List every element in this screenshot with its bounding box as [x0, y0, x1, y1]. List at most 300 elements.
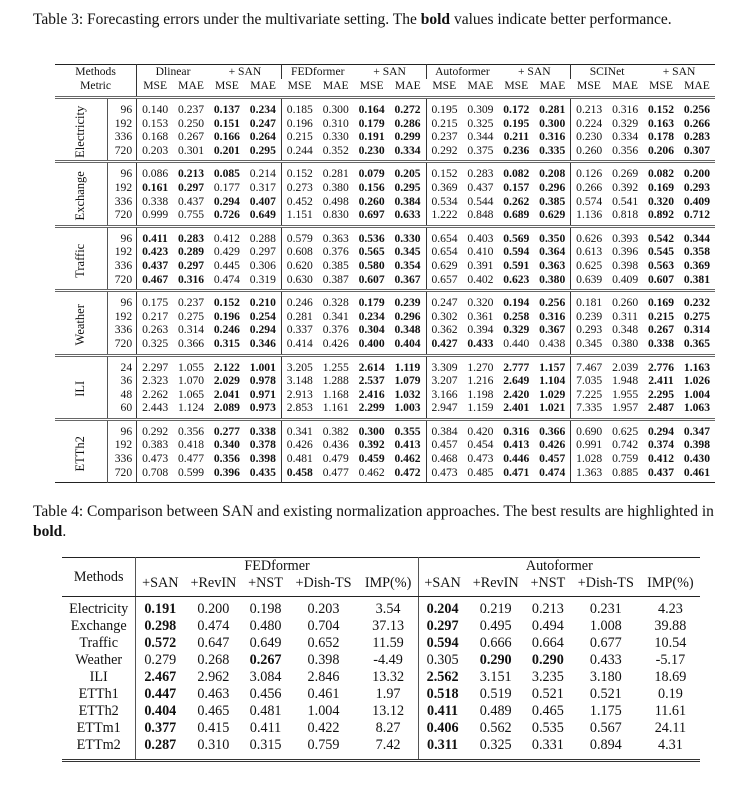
- dataset-name: ETTh2: [78, 703, 119, 719]
- table-row: [55, 245, 715, 259]
- value-cell: 0.196: [213, 309, 240, 323]
- metric-header: MSE: [359, 79, 384, 92]
- value-cell: 0.894: [589, 737, 622, 753]
- value-cell: 11.61: [654, 703, 687, 719]
- value-cell: 0.205: [394, 167, 421, 181]
- header-row-metrics: [55, 79, 715, 98]
- value-cell: 0.211: [503, 130, 530, 144]
- table-row: [55, 181, 715, 195]
- horizon-cell: 720: [114, 336, 133, 350]
- value-cell: 24.11: [654, 720, 687, 736]
- value-cell: 0.413: [503, 438, 530, 452]
- value-cell: 2.416: [358, 387, 385, 401]
- dataset-label: [55, 162, 108, 226]
- value-cell: 0.195: [503, 116, 530, 130]
- table-row: [55, 452, 715, 466]
- value-cell: 0.427: [426, 337, 462, 355]
- value-cell: 0.267: [178, 130, 205, 144]
- value-cell: 3.207: [426, 374, 462, 388]
- table-row: [62, 669, 700, 686]
- dataset-name: Traffic: [73, 243, 88, 278]
- value-cell: 0.462: [358, 465, 385, 479]
- value-cell: 0.299: [394, 130, 421, 144]
- table-row: [55, 323, 715, 337]
- model-header: + SAN: [228, 65, 262, 78]
- value-cell: 4.31: [657, 737, 683, 753]
- dataset-name: ETTh1: [78, 686, 119, 702]
- value-cell: 0.298: [136, 618, 184, 635]
- value-cell: 1.175: [589, 703, 622, 719]
- caption-text: .: [62, 523, 67, 540]
- value-cell: 2.299: [358, 401, 385, 415]
- dataset-name: ILI: [89, 669, 108, 685]
- dataset-label: [55, 355, 108, 419]
- value-cell: 0.210: [249, 296, 276, 310]
- value-cell: 0.384: [426, 419, 462, 438]
- value-cell: 0.366: [539, 424, 566, 438]
- horizon-cell: 720: [114, 143, 133, 157]
- value-cell: 0.316: [539, 309, 566, 323]
- value-cell: 3.180: [589, 669, 622, 685]
- value-cell: 0.231: [589, 601, 622, 617]
- value-cell: 0.361: [467, 309, 494, 323]
- value-cell: 0.195: [426, 98, 462, 117]
- value-cell: 1.288: [322, 374, 349, 388]
- table-row: [62, 720, 700, 737]
- header-row-columns: [62, 575, 700, 597]
- value-cell: 0.311: [418, 737, 466, 761]
- value-cell: 0.325: [137, 337, 173, 355]
- table-row: [55, 438, 715, 452]
- value-cell: 0.208: [539, 167, 566, 181]
- table3-forecasting-errors: [55, 64, 715, 483]
- value-cell: 0.356: [178, 424, 205, 438]
- value-cell: 0.293: [683, 180, 710, 194]
- value-cell: 11.59: [372, 635, 404, 651]
- value-cell: 0.567: [589, 720, 622, 736]
- value-cell: 0.264: [249, 130, 276, 144]
- value-cell: 0.410: [467, 245, 494, 259]
- value-cell: 0.356: [213, 452, 240, 466]
- dataset-label: [55, 291, 108, 355]
- value-cell: 1.028: [571, 452, 607, 466]
- value-cell: -5.17: [655, 652, 686, 668]
- value-cell: 0.755: [178, 208, 205, 222]
- value-cell: 0.387: [322, 272, 349, 286]
- value-cell: 0.367: [394, 272, 421, 286]
- column-header: IMP(%): [358, 575, 418, 597]
- value-cell: 0.237: [426, 130, 462, 144]
- value-cell: 0.263: [137, 323, 173, 337]
- value-cell: 0.412: [647, 452, 675, 466]
- dataset-name: Electricity: [73, 105, 88, 158]
- metric-label: Metric: [55, 79, 137, 98]
- caption-bold-word: bold: [420, 11, 451, 28]
- column-header: IMP(%): [641, 575, 700, 597]
- value-cell: 0.334: [612, 130, 639, 144]
- value-cell: 2.041: [213, 387, 240, 401]
- value-cell: 0.654: [426, 226, 462, 245]
- value-cell: 0.534: [426, 195, 462, 209]
- value-cell: 0.185: [281, 98, 317, 117]
- value-cell: 0.519: [479, 686, 512, 702]
- value-cell: 0.152: [213, 296, 240, 310]
- value-cell: 0.461: [307, 686, 340, 702]
- value-cell: 0.213: [178, 167, 205, 181]
- value-cell: 0.426: [539, 438, 566, 452]
- value-cell: 0.536: [358, 231, 385, 245]
- value-cell: 0.569: [503, 231, 530, 245]
- value-cell: 0.194: [503, 296, 530, 310]
- value-cell: 0.082: [647, 167, 675, 181]
- value-cell: 0.317: [249, 180, 276, 194]
- value-cell: 0.607: [647, 272, 675, 286]
- value-cell: 0.541: [612, 194, 639, 208]
- table-row: [62, 618, 700, 635]
- value-cell: 0.594: [503, 245, 530, 259]
- value-cell: 0.352: [322, 143, 349, 157]
- value-cell: 0.232: [683, 296, 710, 310]
- value-cell: 0.437: [137, 259, 173, 273]
- value-cell: 0.254: [249, 309, 276, 323]
- value-cell: 0.848: [467, 208, 494, 222]
- horizon-cell: 336: [114, 323, 133, 337]
- value-cell: 0.494: [531, 618, 564, 634]
- value-cell: 13.32: [372, 669, 405, 685]
- value-cell: 1.255: [322, 360, 349, 374]
- value-cell: 0.268: [197, 652, 230, 668]
- column-header: +Dish-TS: [571, 575, 641, 597]
- horizon-cell: 96: [120, 424, 133, 438]
- value-cell: 0.168: [137, 130, 173, 144]
- value-cell: 7.225: [571, 388, 607, 402]
- value-cell: 1.029: [539, 387, 566, 401]
- value-cell: 0.316: [503, 424, 530, 438]
- value-cell: 0.338: [137, 195, 173, 209]
- value-cell: 0.413: [394, 438, 421, 452]
- value-cell: 0.474: [213, 272, 240, 286]
- value-cell: 0.126: [571, 162, 607, 181]
- value-cell: 0.215: [647, 309, 675, 323]
- value-cell: 0.433: [589, 652, 622, 668]
- table-row: [55, 259, 715, 273]
- value-cell: 0.599: [178, 465, 205, 479]
- table4-caption: [33, 502, 723, 542]
- value-cell: 0.297: [178, 258, 205, 272]
- value-cell: 0.250: [178, 116, 205, 130]
- value-cell: 0.418: [178, 438, 205, 452]
- value-cell: 0.203: [307, 601, 340, 617]
- value-cell: 2.562: [418, 669, 466, 686]
- value-cell: 0.269: [612, 167, 639, 181]
- value-cell: -4.49: [373, 652, 403, 668]
- value-cell: 0.295: [394, 180, 421, 194]
- value-cell: 2.295: [647, 387, 675, 401]
- table-row: [55, 195, 715, 209]
- horizon-cell: 336: [114, 194, 133, 208]
- value-cell: 0.495: [479, 618, 512, 634]
- value-cell: 0.300: [322, 103, 349, 116]
- value-cell: 0.422: [307, 720, 340, 736]
- model-header: Autoformer: [418, 558, 700, 576]
- value-cell: 3.151: [479, 669, 512, 685]
- value-cell: 10.54: [654, 635, 687, 651]
- value-cell: 0.307: [683, 143, 710, 157]
- value-cell: 2.913: [281, 388, 317, 402]
- value-cell: 0.563: [647, 258, 675, 272]
- value-cell: 0.991: [571, 438, 607, 452]
- metric-header: MSE: [143, 79, 168, 92]
- horizon-cell: 192: [114, 116, 133, 130]
- value-cell: 0.234: [358, 309, 385, 323]
- horizon-cell: 96: [120, 103, 133, 116]
- value-cell: 0.347: [683, 424, 710, 438]
- value-cell: 0.288: [249, 231, 276, 245]
- dataset-name: Exchange: [70, 618, 127, 634]
- metric-header: MAE: [467, 79, 494, 92]
- value-cell: 1.222: [426, 208, 462, 226]
- table-row: [62, 737, 700, 761]
- value-cell: 0.206: [647, 143, 675, 157]
- value-cell: 0.363: [322, 231, 349, 245]
- value-cell: 0.473: [137, 452, 173, 466]
- value-cell: 0.325: [467, 116, 494, 130]
- value-cell: 0.335: [539, 143, 566, 157]
- value-cell: 0.328: [322, 296, 349, 310]
- value-cell: 0.649: [249, 208, 276, 222]
- value-cell: 0.411: [249, 720, 282, 736]
- metric-header: MAE: [539, 79, 566, 92]
- value-cell: 0.489: [479, 703, 512, 719]
- value-cell: 0.477: [322, 465, 349, 479]
- dataset-label: [55, 98, 108, 162]
- value-cell: 0.237: [178, 296, 205, 310]
- model-header: SCINet: [571, 65, 643, 80]
- value-cell: 0.260: [358, 194, 385, 208]
- value-cell: 0.392: [358, 438, 385, 452]
- value-cell: 0.365: [683, 336, 710, 350]
- dataset-name: Weather: [75, 652, 123, 668]
- value-cell: 0.620: [281, 259, 317, 273]
- dataset-name: Electricity: [69, 601, 129, 617]
- value-cell: 0.463: [197, 686, 230, 702]
- value-cell: 0.409: [612, 272, 639, 286]
- value-cell: 1.151: [281, 208, 317, 226]
- value-cell: 0.217: [137, 310, 173, 324]
- value-cell: 1.104: [539, 374, 566, 388]
- table-row: [55, 162, 715, 181]
- header-row-models: [55, 65, 715, 80]
- metric-header: MAE: [178, 79, 204, 92]
- value-cell: 0.295: [249, 143, 276, 157]
- value-cell: 1.065: [178, 387, 205, 401]
- value-cell: 0.236: [503, 143, 530, 157]
- value-cell: 1.198: [467, 387, 494, 401]
- value-cell: 0.348: [394, 323, 421, 337]
- dataset-name: ETTm1: [76, 720, 121, 736]
- table-row: [55, 310, 715, 324]
- value-cell: 0.440: [503, 336, 530, 350]
- value-cell: 0.518: [418, 686, 466, 703]
- value-cell: 0.338: [647, 336, 675, 350]
- value-cell: 0.315: [213, 336, 240, 350]
- metric-header: MAE: [684, 79, 710, 92]
- value-cell: 2.122: [213, 360, 240, 374]
- value-cell: 0.677: [589, 635, 622, 651]
- value-cell: 0.445: [213, 258, 240, 272]
- value-cell: 0.085: [213, 167, 240, 181]
- horizon-cell: 192: [114, 180, 133, 194]
- metric-header: MSE: [577, 79, 601, 92]
- table-row: [55, 144, 715, 162]
- value-cell: 0.294: [249, 323, 276, 337]
- value-cell: 0.647: [197, 635, 230, 651]
- value-cell: 1.168: [322, 387, 349, 401]
- value-cell: 2.614: [358, 360, 385, 374]
- value-cell: 0.664: [531, 635, 564, 651]
- value-cell: 3.166: [426, 388, 462, 402]
- horizon-cell: 192: [114, 438, 133, 452]
- value-cell: 0.219: [479, 601, 512, 617]
- value-cell: 0.383: [137, 438, 173, 452]
- value-cell: 1.032: [394, 387, 421, 401]
- value-cell: 0.200: [683, 167, 710, 181]
- value-cell: 0.169: [647, 180, 675, 194]
- value-cell: 0.292: [137, 419, 173, 438]
- value-cell: 0.498: [322, 194, 349, 208]
- value-cell: 0.331: [531, 737, 564, 753]
- table-row: [55, 130, 715, 144]
- value-cell: 0.290: [531, 652, 564, 668]
- value-cell: 0.369: [683, 258, 710, 272]
- value-cell: 37.13: [372, 618, 405, 634]
- value-cell: 0.345: [571, 337, 607, 355]
- value-cell: 0.329: [612, 116, 639, 130]
- value-cell: 0.704: [307, 618, 340, 634]
- value-cell: 0.334: [394, 143, 421, 157]
- value-cell: 0.544: [467, 194, 494, 208]
- value-cell: 0.230: [358, 143, 385, 157]
- value-cell: 0.358: [683, 245, 710, 259]
- value-cell: 0.260: [612, 296, 639, 310]
- value-cell: 0.654: [426, 245, 462, 259]
- value-cell: 3.309: [426, 355, 462, 374]
- value-cell: 2.776: [647, 360, 675, 374]
- value-cell: 0.535: [531, 720, 564, 736]
- table3-caption: [33, 10, 723, 30]
- value-cell: 0.311: [612, 309, 638, 323]
- value-cell: 2.039: [612, 360, 639, 374]
- value-cell: 0.204: [418, 597, 466, 619]
- value-cell: 0.392: [612, 180, 639, 194]
- model-header: FEDformer: [136, 558, 418, 576]
- value-cell: 1.270: [467, 360, 494, 374]
- value-cell: 0.181: [571, 291, 607, 310]
- table-row: [55, 337, 715, 355]
- value-cell: 0.380: [539, 272, 566, 286]
- value-cell: 0.156: [358, 180, 385, 194]
- table-row: [55, 466, 715, 483]
- horizon-cell: 336: [114, 452, 133, 466]
- value-cell: 0.356: [612, 143, 639, 157]
- value-cell: 0.971: [249, 387, 276, 401]
- table-row: [55, 401, 715, 419]
- value-cell: 0.411: [418, 703, 466, 720]
- value-cell: 0.572: [136, 635, 184, 652]
- value-cell: 0.346: [249, 336, 276, 350]
- model-header: Dlinear: [155, 65, 191, 78]
- value-cell: 0.649: [249, 635, 282, 651]
- value-cell: 0.247: [249, 116, 276, 130]
- value-cell: 0.385: [322, 258, 349, 272]
- value-cell: 0.378: [249, 438, 276, 452]
- value-cell: 0.258: [503, 309, 530, 323]
- value-cell: 0.330: [394, 231, 421, 245]
- value-cell: 0.247: [426, 291, 462, 310]
- value-cell: 0.172: [503, 103, 530, 116]
- horizon-cell: 720: [114, 208, 133, 222]
- value-cell: 0.394: [467, 323, 494, 337]
- value-cell: 1.021: [539, 401, 566, 415]
- model-header: Autoformer: [426, 65, 498, 80]
- value-cell: 0.381: [683, 272, 710, 286]
- value-cell: 0.474: [197, 618, 230, 634]
- value-cell: 1.119: [394, 360, 421, 374]
- value-cell: 0.385: [539, 194, 566, 208]
- value-cell: 8.27: [375, 720, 401, 736]
- value-cell: 0.294: [213, 194, 240, 208]
- caption-text: Table 3: Forecasting errors under the multivariate setting. The: [33, 11, 421, 28]
- value-cell: 0.579: [281, 226, 317, 245]
- value-cell: 0.666: [479, 635, 512, 651]
- value-cell: 1.948: [612, 374, 639, 388]
- value-cell: 1.070: [178, 374, 205, 388]
- value-cell: 0.485: [467, 465, 494, 479]
- value-cell: 0.473: [467, 452, 494, 466]
- value-cell: 1.363: [571, 466, 607, 483]
- value-cell: 0.198: [249, 601, 282, 617]
- column-header: +SAN: [418, 575, 466, 597]
- value-cell: 0.304: [358, 323, 385, 337]
- value-cell: 1.97: [375, 686, 401, 702]
- value-cell: 0.454: [467, 438, 494, 452]
- table-row: [55, 291, 715, 310]
- value-cell: 0.426: [322, 336, 349, 350]
- horizon-cell: 96: [120, 296, 133, 310]
- value-cell: 0.382: [322, 424, 349, 438]
- value-cell: 0.152: [426, 162, 462, 181]
- value-cell: 0.213: [571, 98, 607, 117]
- value-cell: 0.830: [322, 208, 349, 222]
- value-cell: 0.407: [249, 194, 276, 208]
- value-cell: 0.341: [322, 309, 349, 323]
- value-cell: 2.089: [213, 401, 240, 415]
- value-cell: 0.246: [213, 323, 240, 337]
- value-cell: 0.423: [137, 245, 173, 259]
- value-cell: 0.292: [426, 144, 462, 162]
- table-row: [55, 208, 715, 226]
- value-cell: 2.777: [503, 360, 530, 374]
- value-cell: 0.191: [358, 130, 385, 144]
- value-cell: 0.477: [178, 452, 205, 466]
- table-row: [55, 273, 715, 291]
- value-cell: 0.594: [418, 635, 466, 652]
- value-cell: 2.323: [137, 374, 173, 388]
- value-cell: 1.008: [589, 618, 622, 634]
- value-cell: 0.726: [213, 208, 240, 222]
- value-cell: 0.348: [612, 323, 639, 337]
- table-row: [62, 597, 700, 619]
